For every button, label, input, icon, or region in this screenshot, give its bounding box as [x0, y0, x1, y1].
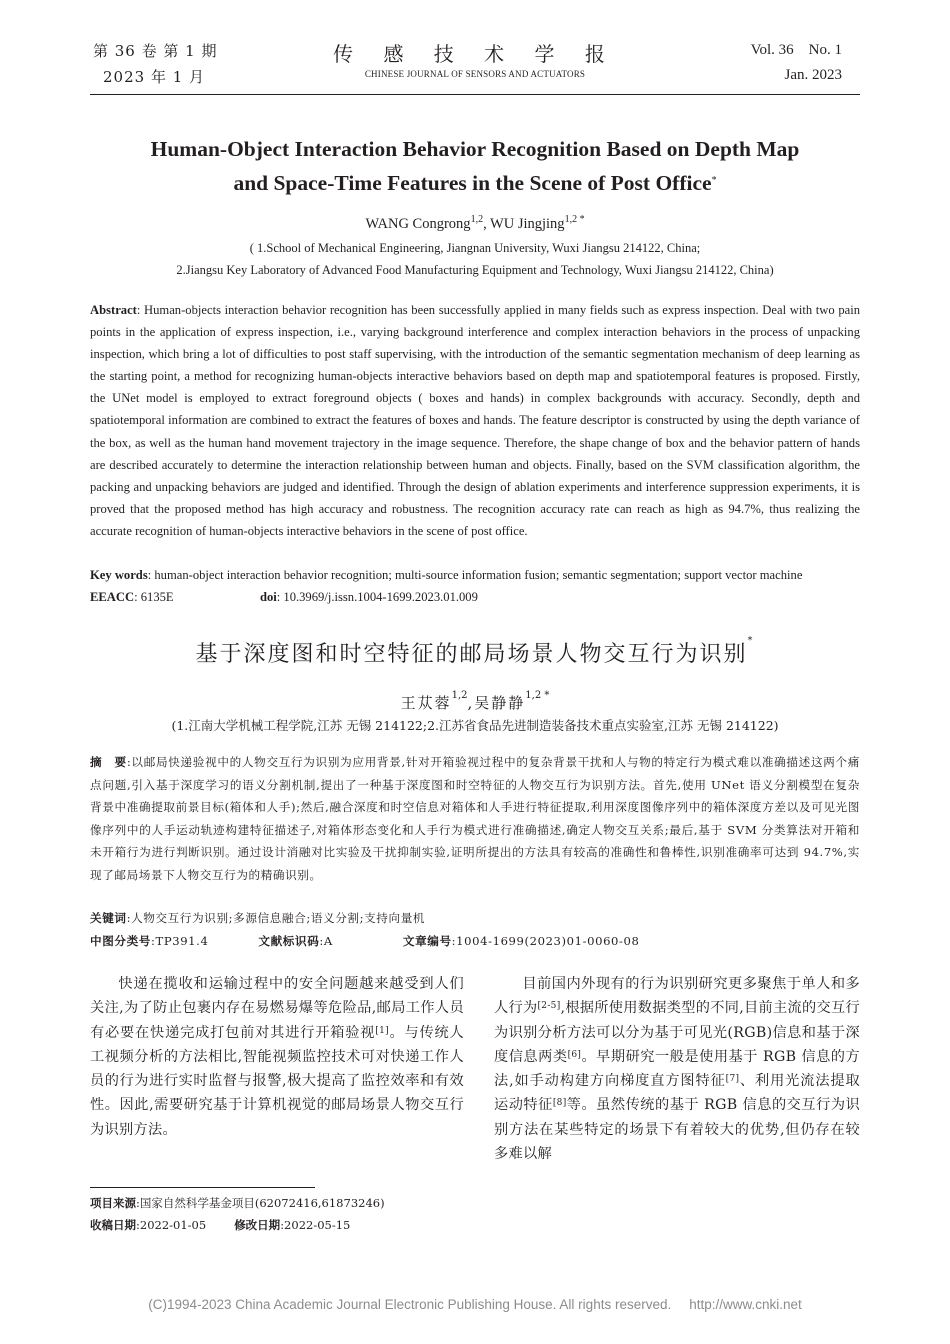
- keywords-label: Key words: [90, 568, 148, 582]
- author-2: , WU Jingjing: [483, 216, 565, 232]
- journal-title-en: CHINESE JOURNAL OF SENSORS AND ACTUATORS: [364, 69, 586, 79]
- abstract-text: : Human-objects interaction behavior recognition has been successfully applied in many fields such as express inspection. Deal with two pain points in the application of express inspection, i.e., varying background interference and complex interaction behaviors in the process of unpacking inspection, which bring a lot of difficulties to post staff supervising, with the introduction of the semantic segmentation mechanism of deep learning as the starting point, a method for recognizing human-objects interactive behaviors based on depth map and spatiotemporal features is proposed. Firstly, the UNet model is employed to extract foreground objects ( boxes and hands) in complex backgrounds with accuracy. Secondly, depth and spatiotemporal information are combined to extract the features of boxes and hands. The feature descriptor is constructed by using the depth variance of the box, as well as the human hand movement trajectory in the image sequence. Therefore, the shape change of box and the behavior pattern of hands are described accurately to determine the interaction relationship between human and objects. Finally, based on the SVM classification algorithm, the packing and unpacking behaviors are judged and identified. Through the design of ablation experiments and interference suppression experiments, it is proved that the proposed method has high accuracy and robustness. The recognition accuracy rate can reach as high as 94.7%, thus realizing the accurate recognition of human-objects interactive behaviors in the scene of post office.: [90, 303, 860, 538]
- cnki-link[interactable]: http://www.cnki.net: [689, 1297, 802, 1312]
- chinese-abstract-label: 摘 要: [90, 755, 127, 769]
- chinese-affiliation: (1.江南大学机械工程学院,江苏 无锡 214122;2.江苏省食品先进制造装备技术重点实验室,江苏 无锡 214122): [171, 718, 779, 733]
- chinese-keywords: 关键词:人物交互行为识别;多源信息融合;语义分割;支持向量机: [90, 911, 426, 925]
- journal-title-cn: 传 感 技 术 学 报: [333, 42, 617, 66]
- english-affiliation-1: ( 1.School of Mechanical Engineering, Jiangnan University, Wuxi Jiangsu 214122, China;: [249, 241, 701, 255]
- chinese-classification: 中图分类号:TP391.4 文献标识码:A 文章编号:1004-1699(2023)01-0060-08: [90, 934, 640, 948]
- header-rule: [90, 94, 860, 95]
- english-authors: WANG Congrong$^{1,2}$, WU Jingjing$^{1,2 *}$: [365, 214, 585, 232]
- abstract-label: Abstract: [90, 303, 137, 317]
- body-left-column: 快递在揽收和运输过程中的安全问题越来越受到人们关注,为了防止包裹内存在易燃易爆等危险品,邮局工作人员有必要在快递完成打包前对其进行开箱验视[1]。与传统人工视频分析的方法相比,智能视频监控技术可对快递工作人员的行为进行实时监督与报警,极大提高了监控效率和有效性。因此,需要研究基于计算机视觉的邮局场景人物交互行为识别方法。: [90, 976, 464, 1138]
- title-footnote-mark: *: [711, 175, 717, 186]
- english-abstract: [90, 299, 860, 542]
- english-title-line1: Human-Object Interaction Behavior Recognition Based on Depth Map: [150, 137, 800, 161]
- chinese-abstract: 摘 要:以邮局快递验视中的人物交互行为识别为应用背景,针对开箱验视过程中的复杂背景干扰和人与物的特定行为模式难以准确描述这两个痛点问题,引入基于深度学习的语义分割机制,提出了一种基于深度图和时空特征的人物交互行为识别方法。首先,使用 UNet 语义分割模型在复杂背景中准确提取前景目标(箱体和人手);然后,融合深度和时空信息对箱体和人手进行特征提取,利用深度图像序列中的箱体深度方差以及可见光图像序列中的人手运动轨迹构建特征描述子,对箱体形态变化和人手行为模式进行准确描述,确定人物交互关系;最后,基于 SVM 分类算法对开箱和未开箱行为进行判断识别。通过设计消融对比实验及干扰抑制实验,证明所提出的方法具有较高的准确性和鲁棒性,识别准确率可达到 94.7%,实现了邮局场景下人物交互行为的精确识别。: [90, 755, 860, 882]
- eeacc-label: EEACC: [90, 590, 135, 604]
- english-classification: EEACC: 6135E doi: 10.3969/j.issn.1004-1699.2023.01.009: [90, 590, 478, 604]
- doi-value: : 10.3969/j.issn.1004-1699.2023.01.009: [276, 590, 478, 604]
- footnote-rule: [90, 1187, 315, 1188]
- english-title-line2: and Space-Time Features in the Scene of Post Office*: [233, 171, 717, 195]
- english-affiliation-2: 2.Jiangsu Key Laboratory of Advanced Food Manufacturing Equipment and Technology, Wuxi Jiangsu 214122, China): [176, 263, 774, 277]
- author-1: WANG Congrong: [365, 216, 471, 232]
- header-date-cn: 2023 年 1 月: [103, 68, 206, 86]
- body-right-column: 目前国内外现有的行为识别研究更多聚焦于单人和多人行为[2-5],根据所使用数据类型的不同,目前主流的交互行为识别分析方法可以分为基于可见光(RGB)信息和基于深度信息两类[6]。早期研究一般是使用基于 RGB 信息的方法,如手动构建方向梯度直方图特征[7]、利用光流法提取运动特征[8]等。虽然传统的基于 RGB 信息的交互行为识别方法在某些特定的场景下有着较大的优势,但仍存在较多难以解: [494, 976, 861, 1163]
- header-volume-en: Vol. 36 No. 1: [750, 42, 842, 58]
- chinese-authors: 王苁蓉$^{1,2}$,吴静静$^{1,2 *}$: [400, 690, 550, 712]
- chinese-title: 基于深度图和时空特征的邮局场景人物交互行为识别*: [195, 635, 755, 667]
- doi-label: doi: [259, 590, 277, 604]
- english-keywords: Key words: human-object interaction behavior recognition; multi-source information fusion; semantic segmentation; support vector machine: [90, 568, 803, 582]
- chinese-title-mark: *: [747, 635, 755, 646]
- dates-note: 收稿日期:2022-01-05 修改日期:2022-05-15: [90, 1218, 351, 1232]
- header-volume-cn: 第 36 卷 第 1 期: [93, 42, 218, 60]
- copyright-footer: (C)1994-2023 China Academic Journal Electronic Publishing House. All rights reserved. http://www.cnki.net: [148, 1297, 802, 1312]
- header-date-en: Jan. 2023: [784, 67, 842, 83]
- funding-note: 项目来源:国家自然科学基金项目(62072416,61873246): [90, 1196, 385, 1210]
- english-title: [90, 132, 860, 200]
